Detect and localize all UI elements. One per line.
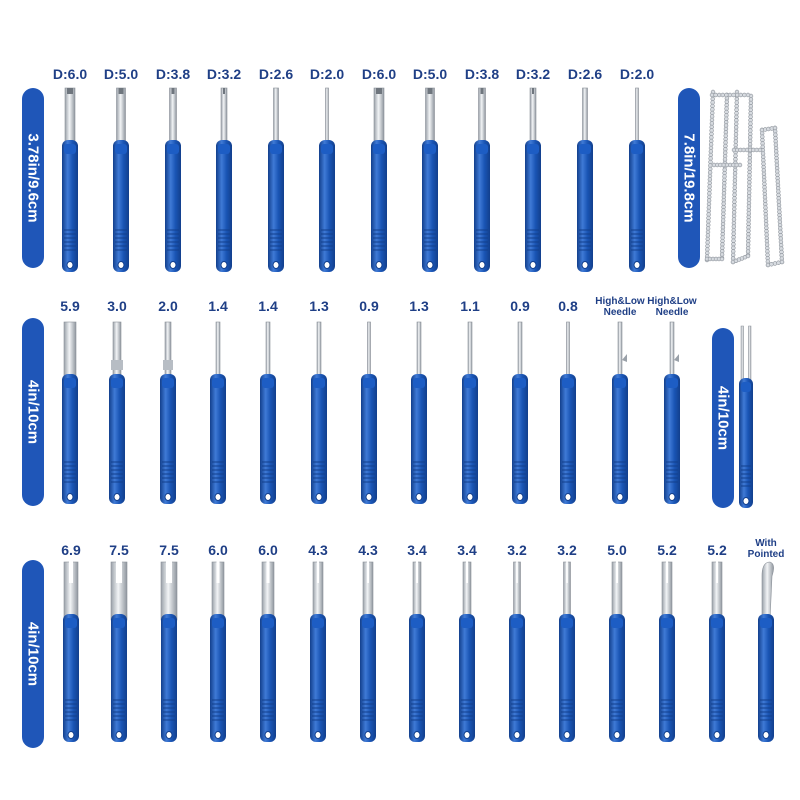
double-prong-tool-icon (739, 326, 753, 508)
tool-label-row3: 6.0 (208, 542, 228, 558)
fork-tip-tool (609, 561, 625, 742)
tool-label-row3: 3.4 (457, 542, 477, 558)
flat-blade-tool (160, 322, 176, 504)
flat-blade-tool (560, 322, 576, 504)
label-line: With (755, 538, 777, 549)
tube-pin-tool (113, 88, 129, 272)
size-badge-row2-left (22, 318, 44, 506)
tube-pin-tool (474, 88, 490, 272)
fork-tip-tool (459, 561, 475, 742)
label-line: Pointed (747, 549, 785, 560)
tool-label-row1: D:3.2 (515, 66, 551, 82)
flat-blade-tool (462, 322, 478, 504)
tool-label-row1: D:2.0 (309, 66, 345, 82)
tool-label-row3: 6.9 (61, 542, 81, 558)
fork-tip-tool (758, 562, 774, 742)
size-badge-text: 7.8in/19.8cm (680, 133, 698, 223)
flat-blade-tool (612, 322, 628, 504)
size-badge-text: 4in/10cm (24, 621, 42, 687)
tool-label-row1: D:6.0 (361, 66, 397, 82)
fork-tip-tool (210, 561, 226, 742)
tool-label-row2: 3.0 (107, 298, 127, 314)
fork-tip-tool (360, 561, 376, 742)
flat-blade-tool (260, 322, 276, 504)
tool-label-row3: 5.2 (657, 542, 677, 558)
tool-label-row1: D:5.0 (103, 66, 139, 82)
tool-label-row3: 3.2 (507, 542, 527, 558)
flat-blade-tool (311, 322, 327, 504)
tool-label-row3: 5.0 (607, 542, 627, 558)
tool-label-row2: 2.0 (158, 298, 178, 314)
size-badge-row3-left (22, 560, 44, 748)
tube-pin-tool (268, 88, 284, 272)
tool-label-row1: D:3.2 (206, 66, 242, 82)
tool-label-row2: 5.9 (60, 298, 80, 314)
flat-blade-tool (62, 322, 78, 504)
size-badge-text: 4in/10cm (24, 379, 42, 445)
tube-pin-tool (216, 88, 232, 272)
flat-blade-tool (664, 322, 680, 504)
fork-tip-tool (409, 561, 425, 742)
tool-label-row2: 1.3 (409, 298, 429, 314)
fork-tip-tool (63, 561, 79, 742)
tool-label-row1: D:3.8 (464, 66, 500, 82)
tool-label-row3: 5.2 (707, 542, 727, 558)
fork-tip-tool (161, 561, 177, 742)
flat-blade-tool (512, 322, 528, 504)
tube-pin-tool (629, 88, 645, 272)
tool-label-row3: 4.3 (308, 542, 328, 558)
tool-label-row2: 1.3 (309, 298, 329, 314)
size-badge-row2-right (712, 328, 734, 508)
size-badge-row1-left (22, 88, 44, 268)
tool-label-row3: 6.0 (258, 542, 278, 558)
tool-label-row3: 7.5 (159, 542, 179, 558)
tool-label-row3-special (748, 538, 785, 560)
tool-label-row1: D:2.6 (258, 66, 294, 82)
flat-blade-tool (361, 322, 377, 504)
flat-blade-tool (109, 322, 125, 504)
tube-pin-tool (525, 88, 541, 272)
tool-label-row1: D:3.8 (155, 66, 191, 82)
tube-pin-tool (62, 88, 78, 272)
tube-pin-tool (422, 88, 438, 272)
tool-label-row1: D:2.6 (567, 66, 603, 82)
tube-pin-tool (371, 88, 387, 272)
tool-label-row2: 1.4 (208, 298, 228, 314)
size-badge-text: 3.78in/9.6cm (24, 133, 42, 223)
fork-tip-tool (559, 561, 575, 742)
tool-label-row3: 3.4 (407, 542, 427, 558)
size-badge-text: 4in/10cm (714, 385, 732, 451)
label-line: Needle (603, 307, 637, 318)
tube-pin-tool (577, 88, 593, 272)
tool-label-row1: D:5.0 (412, 66, 448, 82)
fork-tip-tool (509, 561, 525, 742)
flat-blade-tool (411, 322, 427, 504)
tool-label-row2: 0.9 (510, 298, 530, 314)
fork-tip-tool (310, 561, 326, 742)
tool-label-row1: D:6.0 (52, 66, 88, 82)
flat-blade-tool (210, 322, 226, 504)
tube-pin-tool (319, 88, 335, 272)
fork-tip-tool (659, 561, 675, 742)
tool-label-row1: D:2.0 (619, 66, 655, 82)
tool-label-row2-special (647, 296, 696, 318)
tool-label-row3: 7.5 (109, 542, 129, 558)
tool-label-row3: 3.2 (557, 542, 577, 558)
tool-label-row2: 0.9 (359, 298, 379, 314)
tool-label-row3: 4.3 (358, 542, 378, 558)
size-badge-row1-right (678, 88, 700, 268)
tool-label-row2: 0.8 (558, 298, 578, 314)
label-line: Needle (655, 307, 689, 318)
tube-pin-tool (165, 88, 181, 272)
ball-chain-icon (705, 90, 784, 267)
tool-label-row2: 1.4 (258, 298, 278, 314)
fork-tip-tool (260, 561, 276, 742)
fork-tip-tool (709, 561, 725, 742)
tool-label-row2-special (595, 296, 644, 318)
tool-label-row2: 1.1 (460, 298, 480, 314)
label-line: High&Low (595, 296, 645, 307)
fork-tip-tool (111, 561, 127, 742)
label-line: High&Low (647, 296, 697, 307)
